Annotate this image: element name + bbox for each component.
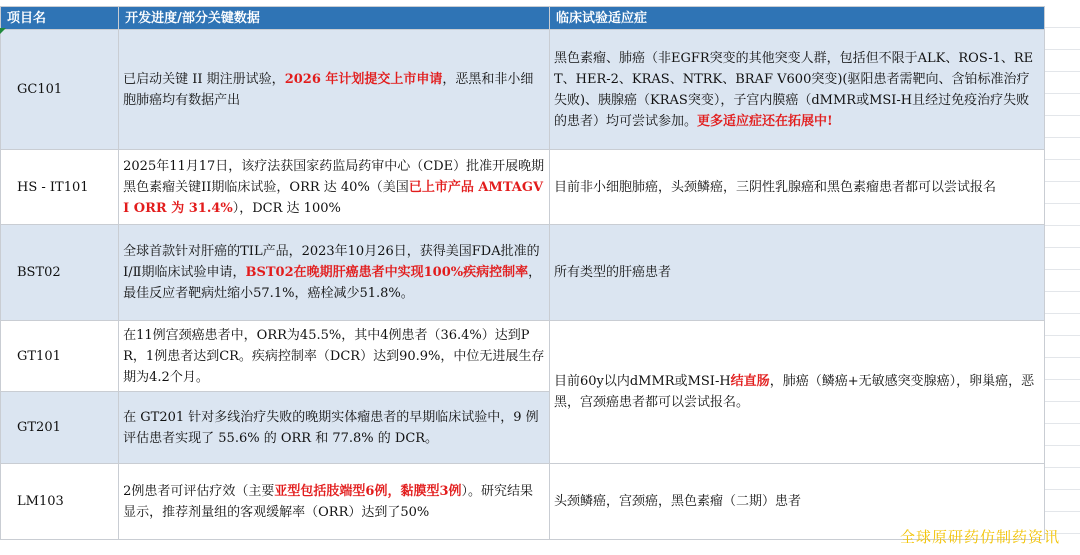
- header-row: [1, 7, 1045, 30]
- table-row: [1, 321, 1045, 392]
- highlight-text: 结直肠: [730, 374, 770, 389]
- table-row: [1, 464, 1045, 540]
- cell-text: 全球首款针对肝癌的TIL产品，2023年10月26日，获得美国FDA批准的Ⅰ/Ⅱ期临床试验申请，: [123, 244, 540, 280]
- project-name: GT201: [1, 392, 119, 464]
- cell-text: ，恶黑和非小细胞肺癌均有数据产出: [123, 71, 534, 108]
- project-name: BST02: [1, 225, 119, 321]
- header-indication: 临床试验适应症: [549, 7, 1044, 30]
- highlight-text: 更多适应症还在拓展中!: [696, 113, 833, 129]
- cell-text: 在11例宫颈癌患者中，ORR为45.5%，其中4例患者（36.4%）达到PR，1例患者达到CR。疾病控制率（DCR）达到90.9%，中位无进展生存期为4.2个月。: [123, 327, 545, 385]
- trial-table: [0, 6, 1045, 540]
- cell-text: 所有类型的肝癌患者: [553, 265, 671, 280]
- sheet-grid-background: [1045, 6, 1080, 546]
- cell-text: ）。研究结果显示，推荐剂量组的客观缓解率（ORR）达到了50%: [123, 483, 534, 520]
- project-name: HS - IT101: [1, 150, 119, 225]
- highlight-text: 2026 年计划提交上市申请: [284, 71, 443, 87]
- progress-cell: [119, 321, 550, 392]
- cell-text: ，肺癌（鳞癌+无敏感突变腺癌），卵巢癌，恶黑，宫颈癌患者都可以尝试报名。: [553, 374, 1035, 410]
- progress-cell: [119, 464, 550, 540]
- highlight-text: 亚型包括肢端型6例，黏膜型3例: [274, 483, 462, 499]
- highlight-text: 已上市产品 AMTAGVI ORR 为 31.4%: [123, 179, 544, 216]
- progress-cell: [119, 225, 550, 321]
- cell-text: 2例患者可评估疗效（主要: [123, 483, 275, 499]
- cell-text: 目前非小细胞肺癌，头颈鳞癌，三阴性乳腺癌和黑色素瘤患者都可以尝试报名: [553, 179, 996, 195]
- progress-cell: [119, 392, 550, 464]
- cell-text: 2025年11月17日，该疗法获国家药监局药审中心（CDE）批准开展晚期黑色素瘤关键II期临床试验，ORR 达 40%（美国: [123, 158, 545, 195]
- indication-cell: [549, 30, 1044, 150]
- cell-comment-marker: [0, 28, 6, 34]
- project-name: GC101: [1, 30, 119, 150]
- cell-text: 头颈鳞癌，宫颈癌，黑色素瘤（二期）患者: [553, 494, 801, 509]
- project-name: LM103: [1, 464, 119, 540]
- header-project: 项目名: [1, 7, 119, 30]
- cell-text: 已启动关键 II 期注册试验，: [123, 71, 285, 87]
- indication-cell-shared: [549, 321, 1044, 464]
- project-name: GT101: [1, 321, 119, 392]
- progress-cell: [119, 150, 550, 225]
- indication-cell: [549, 150, 1044, 225]
- table-row: [1, 225, 1045, 321]
- watermark: 全球原研药仿制药资讯: [899, 528, 1060, 546]
- highlight-text: BST02在晚期肝癌患者中实现100%疾病控制率: [245, 265, 529, 280]
- indication-cell: [549, 225, 1044, 321]
- cell-text: ，最佳反应者靶病灶缩小57.1%，癌栓减少51.8%。: [123, 265, 542, 301]
- cell-text: ），DCR 达 100%: [232, 200, 341, 216]
- cell-text: 在 GT201 针对多线治疗失败的晚期实体瘤患者的早期临床试验中，9 例评估患者实现了 55.6% 的 ORR 和 77.8% 的 DCR。: [123, 409, 539, 446]
- cell-text: 目前60y以内dMMR或MSI-H: [553, 374, 731, 389]
- cell-text: 黑色素瘤、肺癌（非EGFR突变的其他突变人群，包括但不限于ALK、ROS-1、RET、HER-2、KRAS、NTRK、BRAF V600突变)(驱阳患者需靶向、含铂标准治疗失败)、胰腺癌（KRAS突变），子宫内膜癌（dMMR或MSI-H且经过免疫治疗失败的患者）均可尝试参加。: [553, 50, 1034, 129]
- header-progress: 开发进度/部分关键数据: [119, 7, 550, 30]
- table-row: [1, 150, 1045, 225]
- table-row: [1, 30, 1045, 150]
- progress-cell: [119, 30, 550, 150]
